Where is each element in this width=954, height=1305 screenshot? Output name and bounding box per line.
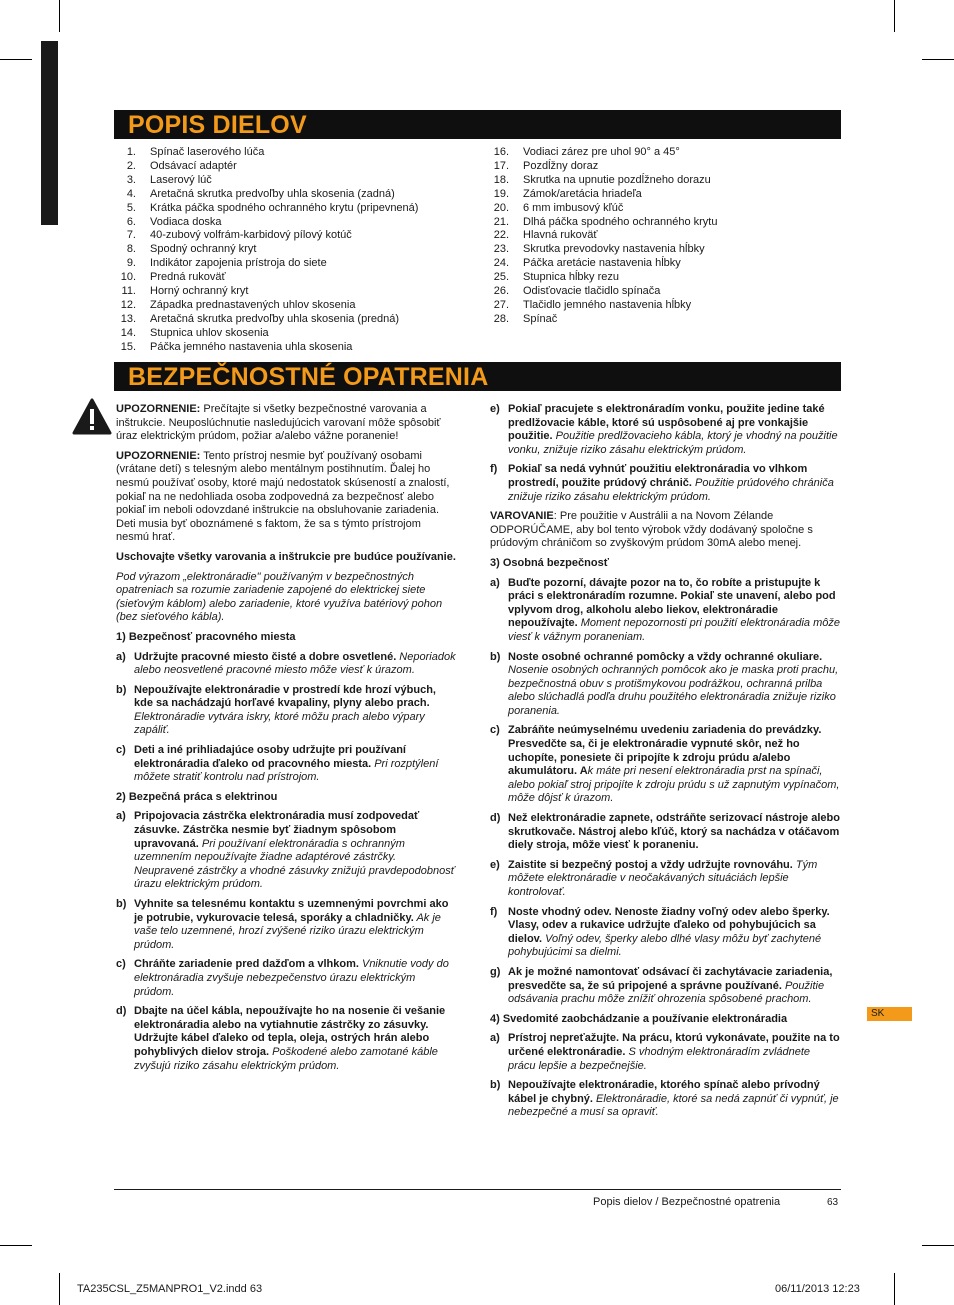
list-item: a) Pripojovacia zástrčka elektronáradia musí zodpovedať zásuvke. Zástrčka nesmie byť žiadnym spôsobom upravovaná. Pri používaní elektronáradia s ochranným uzemnením nepoužívajte žiadne adaptérové zástrčky. Neupravené zástrčky a vhodné zásuvky znižujú pravdepodobnosť úrazu elektrickým prúdom. [116,810,455,891]
list-item-label: Spínač laserového lúča [150,146,265,158]
subsection-heading: 3) Osobná bezpečnosť [490,556,609,569]
list-item-label: 6 mm imbusový kľúč [523,201,624,214]
list-item-number: 17. [493,159,509,172]
list-item: c) Zabráňte neúmyselnému uvedeniu zariadenia do prevádzky. Presvedčte sa, či je elektronáradie vypnuté skôr, než ho uchopíte, ponesiete či pripojíte k zdroju prúdu a/alebo akumulátoru. Ak máte pri nesení elektronáradia prst na spínači, alebo pokiaľ stroj pripojíte k zdroju prúdu s už zapnutým vypínačom, môže dôjsť k úrazom. [490,724,840,805]
parts-list-left [114,146,418,355]
slug-filename: TA235CSL_Z5MANPRO1_V2.indd 63 [77,1283,263,1295]
list-item-label: Predná rukoväť [150,271,226,284]
list-item: b) Noste osobné ochranné pomôcky a vždy ochranné okuliare. Nosenie osobných ochranných pomôcok ako je maska proti prachu, bezpečnostná obuv s protišmykovou podrážkou, ochranná prilba alebo slúchadlá podľa druhu použitého elektronáradia znižuje riziko poranenia. [490,650,839,717]
list-item-label: Vodiaci zárez pre uhol 90° a 45° [523,146,680,158]
crop-mark [922,1245,954,1246]
language-badge: SK [867,1007,912,1021]
list-item-number: 25. [493,271,509,284]
subsection-heading: 2) Bezpečná práca s elektrinou [116,790,278,803]
crop-mark [922,59,954,60]
list-item-label: Pozdĺžny doraz [523,159,599,172]
list-item-label: Aretačná skrutka predvoľby uhla skosenia (predná) [150,312,400,325]
list-item-number: 2. [126,159,136,172]
list-item [487,216,717,230]
section-title-safety: BEZPEČNOSTNÉ OPATRENIA [128,363,489,391]
warning-triangle-icon [72,398,112,436]
list-item [114,313,418,327]
list-item [487,285,717,299]
list-item-label: Vodiaca doska [150,215,222,228]
list-item: d) Dbajte na účel kábla, nepoužívajte ho na nosenie či vešanie elektronáradia alebo na vytiahnutie zástrčky zo zásuvky. Udržujte kábel ďaleko od tepla, oleja, ostrých hrán alebo pohyblivých dielov stroja. Poškodené alebo zamotané káble zvyšujú riziko zásahu elektrickým prúdom. [116,1005,446,1072]
list-item-label: Spínač [523,312,558,325]
list-item: c) Chráňte zariadenie pred dažďom a vlhkom. Vniknutie vody do elektronáradia zvyšuje nebezpečenstvo úrazu elektrickým prúdom. [116,958,449,998]
list-item-number: 6. [126,215,136,228]
right-column [490,403,840,1126]
list-item-label: Skrutka na upnutie pozdĺžneho dorazu [523,173,711,186]
varovanie-paragraph: VAROVANIE: Pre použitie v Austrálii a na Novom Zélande ODPORÚČAME, aby bol tento výrobok vždy dodávaný spoločne s prúdovým chráničom so zvyškovým prúdom 30mA alebo menej. [490,510,813,550]
list-item-number: 16. [493,146,509,158]
list-item-number: 18. [493,173,509,186]
crop-mark [0,1245,32,1246]
list-item-number: 21. [493,215,509,228]
section-title-parts: POPIS DIELOV [128,111,307,139]
list-item: f) Pokiaľ sa nedá vyhnúť použitiu elektronáradia vo vlhkom prostredí, použite prúdový chránič. Použitie prúdového chrániča znižuje riziko zásahu elektrickým prúdom. [490,463,834,503]
left-column [116,403,456,1079]
list-item [114,216,418,230]
list-item [487,174,717,188]
list-item-number: 15. [120,340,136,353]
list-item: e) Zaistite si bezpečný postoj a vždy udržujte rovnováhu. Tým môžete elektronáradie v neočakávaných situáciách lepšie kontrolovať. [490,858,818,898]
slug-date: 06/11/2013 12:23 [775,1283,860,1295]
list-item-label: Horný ochranný kryt [150,285,249,298]
list-item [114,327,418,341]
list-item-number: 5. [126,201,136,214]
list-item: e) Pokiaľ pracujete s elektronáradím vonku, použite jedine také predlžovacie káble, ktoré sú uspôsobené aj pre vonkajšie použitie. Použitie predlžovacieho kábla, ktorý je vhodný na použitie vonku, znižuje riziko zásahu elektrickým prúdom. [490,403,838,456]
list-item-label: Spodný ochranný kryt [150,243,257,256]
list-item-label: Odsávací adaptér [150,159,237,172]
list-item-label: Páčka jemného nastavenia uhla skosenia [150,340,353,353]
list-item-number: 24. [493,257,509,270]
crop-mark [894,0,895,32]
footer-divider [114,1189,841,1190]
list-item-number: 19. [493,187,509,200]
crop-mark [59,1273,60,1305]
list-item [114,257,418,271]
list-item-label: 40-zubový volfrám-karbidový pílový kotúč [150,229,352,242]
list-item-number: 8. [126,243,136,256]
list-item-number: 1. [126,146,136,158]
list-item: d) Než elektronáradie zapnete, odstráňte serizovací nástroje alebo skrutkovače. Nástroj alebo kľúč, ktorý sa nachádza v otáčavom diely stroja, môže viesť k poraneniu. [490,812,840,852]
list-item [487,202,717,216]
list-item-number: 12. [120,298,136,311]
list-item-number: 11. [121,285,136,298]
list-item [114,341,418,355]
list-item [114,160,418,174]
list-item [114,188,418,202]
subsection-heading: 4) Svedomité zaobchádzanie a používanie elektronáradia [490,1012,788,1025]
list-item [487,188,717,202]
list-item: a) Prístroj nepreťažujte. Na prácu, ktorú vykonávate, použite na to určené elektronáradie. S vhodným elektronáradím zvládnete prácu lepšie a bezpečnejšie. [490,1032,840,1072]
list-item-number: 27. [493,298,509,311]
list-item [114,271,418,285]
list-item [487,243,717,257]
list-item-label: Dlhá páčka spodného ochranného krytu [523,215,718,228]
list-item [114,229,418,243]
list-item: g) Ak je možné namontovať odsávací či zachytávacie zariadenia, presvedčte sa, že sú pripojené a správne používané. Použitie odsávania prachu môže znížiť ohrozenia spôsobené prachom. [490,965,833,1006]
list-item [487,271,717,285]
list-item [114,285,418,299]
list-item-label: Indikátor zapojenia prístroja do siete [150,257,327,270]
list-item-label: Krátka páčka spodného ochranného krytu (pripevnená) [150,201,419,214]
list-item: a) Udržujte pracovné miesto čisté a dobre osvetlené. Neporiadok alebo neosvetlené pracovné miesto môže viesť k úrazom. [116,650,456,677]
list-item-label: Západka prednastavených uhlov skosenia [150,298,356,311]
list-item-label: Zámok/aretácia hriadeľa [523,187,642,200]
list-item [114,146,418,160]
list-item-number: 20. [493,201,509,214]
list-item-label: Skrutka prevodovky nastavenia hĺbky [523,243,705,256]
list-item-number: 22. [493,229,509,242]
warning-paragraph: UPOZORNENIE: Tento prístroj nesmie byť používaný osobami (vrátane detí) s telesným alebo mentálnym postihnutím. Ďalej ho nesmú používať osoby, ktoré majú nedostatok skúseností a znalostí, pokiaľ na ne nedohliada osoba zodpovedná za bezpečnosť alebo pokiaľ im neboli odovzdané inštrukcie na obsluhovanie zariadenia. Deti musia byť oboznámené s faktom, že sa s týmto prístrojom nesmú hrať. [116,449,450,544]
section-title-bar [114,110,841,139]
keep-instructions: Uschovajte všetky varovania a inštrukcie pre budúce používanie. [116,550,456,563]
list-item-number: 9. [126,257,136,270]
list-item-label: Aretačná skrutka predvoľby uhla skosenia (zadná) [150,187,395,200]
list-item [487,313,717,327]
list-item: c) Deti a iné prihliadajúce osoby udržujte pri používaní elektronáradia ďaleko od pracovného miesta. Pri rozptýlení môžete stratiť kontrolu nad prístrojom. [116,744,439,784]
list-item-number: 4. [126,187,136,200]
section-title-bar [114,362,841,391]
list-item-label: Laserový lúč [150,173,212,186]
warning-paragraph: UPOZORNENIE: Prečítajte si všetky bezpečnostné varovania a inštrukcie. Neuposlúchnutie nasledujúcich varovaní môže spôsobiť úraz elektrickým prúdom, požiar a/alebo vážne poranenie! [116,403,441,443]
parts-list-right [487,146,717,327]
list-item-label: Páčka aretácie nastavenia hĺbky [523,257,681,270]
crop-mark [59,0,60,32]
list-item [487,229,717,243]
list-item-number: 13. [120,312,136,325]
definition-paragraph: Pod výrazom „elektronáradie" používaným v bezpečnostných opatreniach sa rozumie zariadenie zapojené do elektrickej siete (sieťovým káblom) alebo zariadenie, ktoré využíva batériový pohon (bez sieťového kábla). [116,570,443,624]
list-item-number: 23. [493,243,509,256]
crop-mark [0,59,32,60]
list-item-number: 7. [126,229,136,242]
list-item-number: 10. [120,271,136,284]
list-item: b) Nepoužívajte elektronáradie, ktorého spínač alebo prívodný kábel je chybný. Elektronáradie, ktoré sa nedá zapnúť či vypnúť, je nebezpečné a musí sa opraviť. [490,1079,839,1119]
list-item [114,243,418,257]
list-item: b) Nepoužívajte elektronáradie v prostredí kde hrozí výbuch, kde sa nachádzajú horľavé kvapaliny, plyny alebo prach. Elektronáradie vytvára iskry, ktoré môžu prach alebo výpary zapáliť. [116,683,436,737]
list-item [114,299,418,313]
subsection-heading: 1) Bezpečnosť pracovného miesta [116,630,296,643]
list-item-label: Stupnica hĺbky rezu [523,271,619,284]
list-item-number: 26. [493,285,509,298]
list-item-label: Tlačidlo jemného nastavenia hĺbky [523,298,692,311]
list-item: a) Buďte pozorní, dávajte pozor na to, čo robíte a pristupujte k práci s elektronáradím rozumne. Pokiaľ ste unavení, alebo pod vplyvom drog, alkoholu alebo liekov, elektronáradie nepoužívajte. Moment nepozornosti pri použití elektronáradia môže viesť k vážnym poraneniam. [490,576,840,643]
list-item-label: Stupnica uhlov skosenia [150,326,269,339]
list-item [114,202,418,216]
list-item: b) Vyhnite sa telesnému kontaktu s uzemnenými povrchmi ako je potrubie, vykurovacie telesá, sporáky a chladničky. Ak je vaše telo uzemnené, hrozí zvýšené riziko úrazu elektrickým prúdom. [116,898,449,951]
edge-tab [41,41,58,225]
list-item-label: Odisťovacie tlačidlo spínača [523,285,661,298]
list-item: f) Noste vhodný odev. Nenoste žiadny voľný odev alebo šperky. Vlasy, odev a rukavice udržujte ďaleko od pohybujúcich sa dielov. Voľný odev, šperky alebo dlhé vlasy môžu byť zachytené pohybujúcimi sa dielmi. [490,905,830,959]
list-item [487,257,717,271]
list-item [114,174,418,188]
list-item [487,299,717,313]
crop-mark [894,1273,895,1305]
page-number: 63 [827,1197,839,1208]
list-item-number: 3. [126,173,136,186]
list-item-number: 14. [120,326,136,339]
list-item-number: 28. [493,312,509,325]
footer-breadcrumb: Popis dielov / Bezpečnostné opatrenia [593,1196,781,1208]
list-item [487,146,717,160]
list-item [487,160,717,174]
list-item-label: Hlavná rukoväť [523,229,598,242]
